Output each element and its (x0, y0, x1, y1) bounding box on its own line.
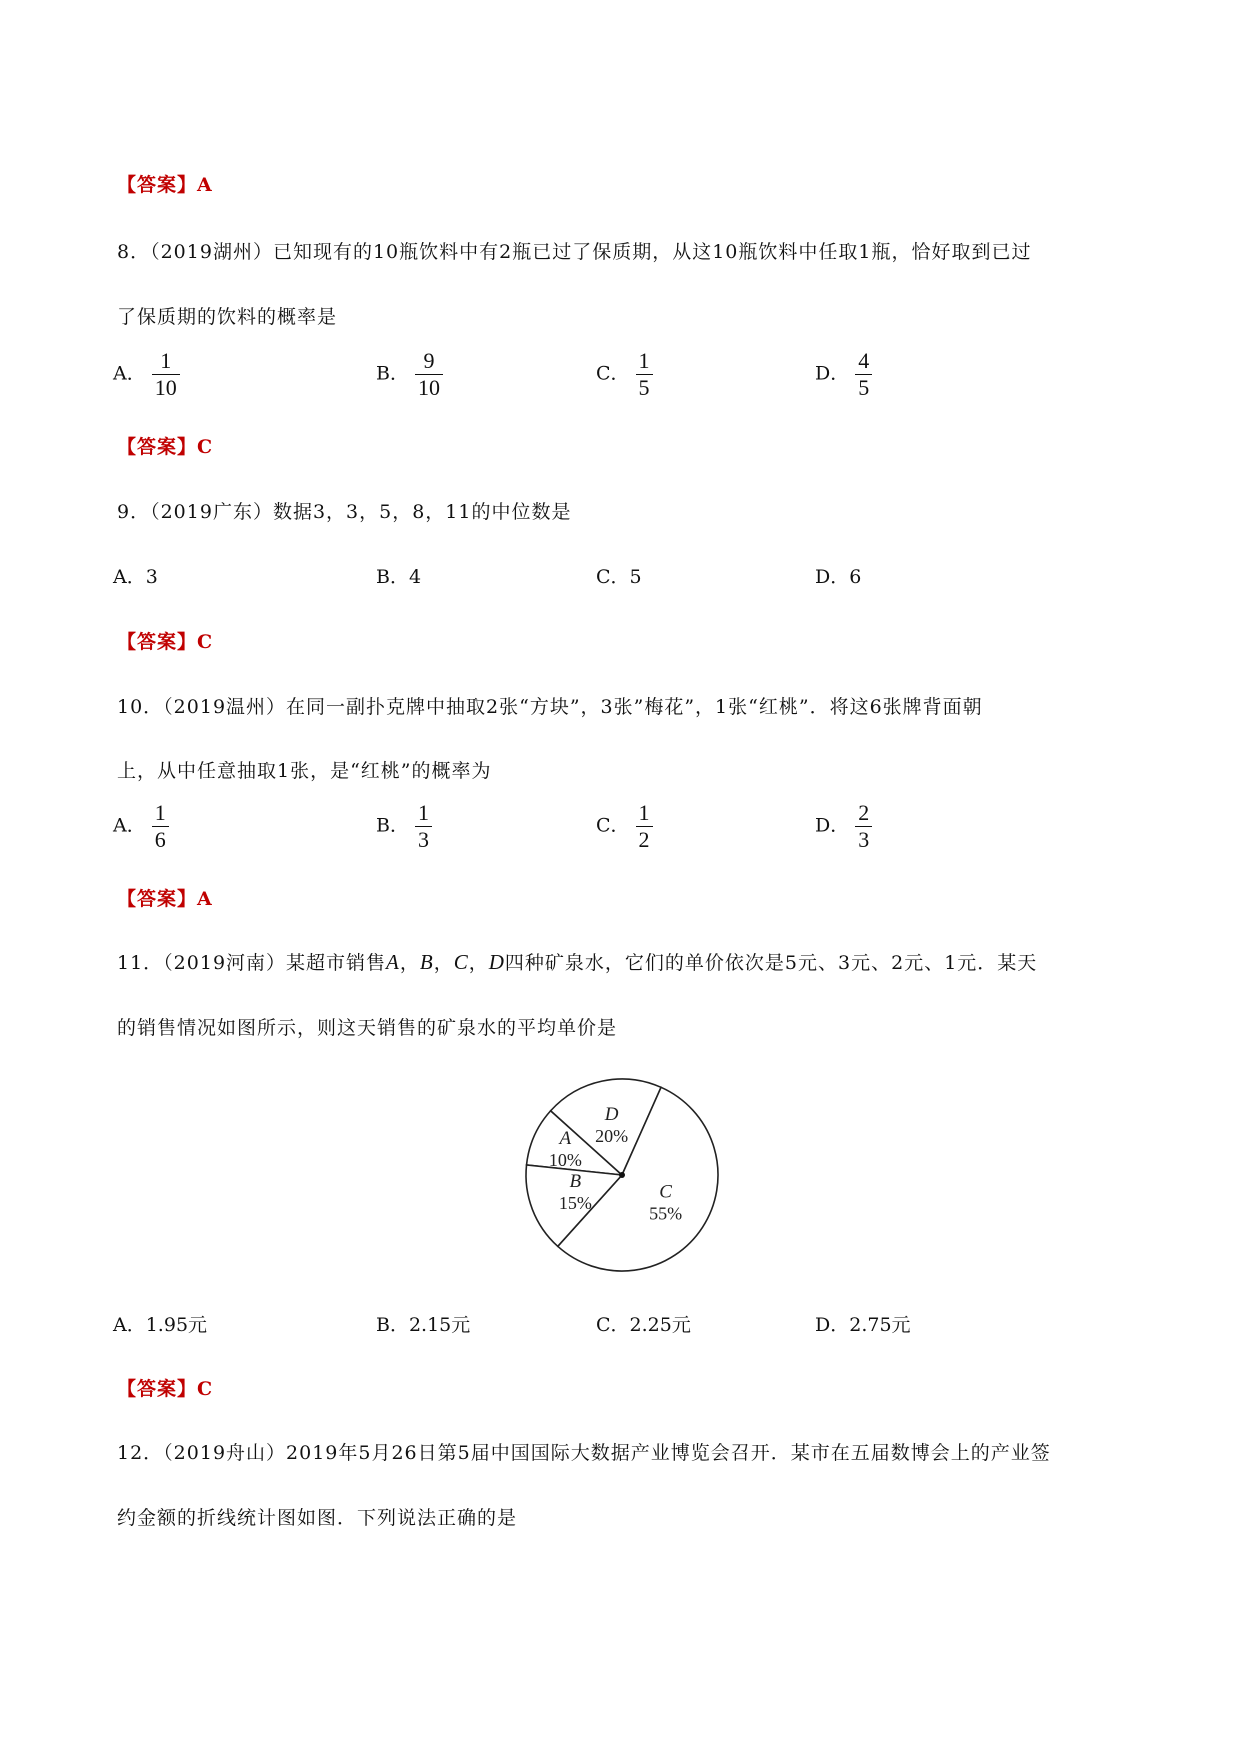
q10-stem-line1: 10．（2019温州）在同一副扑克牌中抽取2张“方块”，3张”梅花”，1张“红桃”．将这6张牌背面朝 (117, 696, 983, 718)
fraction: $\frac{2}{3}$ (855, 800, 872, 853)
q12-stem-line1: 12．（2019舟山）2019年5月26日第5届中国国际大数据产业博览会召开．某市在五届数博会上的产业签 (117, 1442, 1051, 1464)
answer-tag: 【答案】 (117, 174, 198, 196)
answer-tag: 【答案】 (117, 631, 198, 653)
q9-answer (117, 627, 213, 654)
q8-answer (117, 432, 213, 459)
q7-answer (117, 170, 213, 197)
q8-option-d: D． $\frac{4}{5}$ (815, 348, 872, 401)
q11-option-c: C．2.25元 (596, 1314, 691, 1336)
pie-label-c: C (659, 1181, 672, 1203)
q10-option-c: C． $\frac{1}{2}$ (596, 800, 653, 853)
pie-percent-c: 55% (649, 1203, 683, 1224)
q9-option-d: D．6 (815, 566, 862, 588)
pie-chart (522, 1075, 722, 1275)
q10-option-b: B． $\frac{1}{3}$ (376, 800, 432, 853)
q10-answer (117, 884, 213, 911)
answer-value: C (197, 436, 214, 458)
q9-option-c: C．5 (596, 566, 642, 588)
fraction: $\frac{1}{2}$ (636, 800, 653, 853)
pie-percent-a: 10% (548, 1149, 582, 1170)
q9-option-a: A．3 (113, 566, 158, 588)
q11-option-d: D．2.75元 (815, 1314, 911, 1336)
pie-center-dot (619, 1172, 625, 1178)
fraction: $\frac{1}{3}$ (415, 800, 432, 853)
q10-stem-line2: 上，从中任意抽取1张，是“红桃”的概率为 (117, 760, 492, 782)
q11-answer (117, 1374, 213, 1401)
q8-option-a: A． $\frac{1}{10}$ (113, 348, 180, 401)
fraction: $\frac{9}{10}$ (415, 348, 443, 401)
pie-percent-b: 15% (558, 1192, 592, 1213)
answer-tag: 【答案】 (117, 888, 198, 910)
q8-stem-line2: 了保质期的饮料的概率是 (117, 306, 338, 328)
q9-stem: 9．（2019广东）数据3，3，5，8，11的中位数是 (117, 501, 572, 523)
pie-slices (526, 1079, 718, 1271)
answer-value: C (197, 631, 214, 653)
q11-option-b: B．2.15元 (376, 1314, 471, 1336)
fraction: $\frac{4}{5}$ (855, 348, 872, 401)
q9-option-b: B．4 (376, 566, 422, 588)
q10-option-a: A． $\frac{1}{6}$ (113, 800, 169, 853)
pie-label-d: D (604, 1104, 619, 1126)
q8-stem-line1: 8．（2019湖州）已知现有的10瓶饮料中有2瓶已过了保质期，从这10瓶饮料中任取1瓶，恰好取到已过 (117, 241, 1032, 263)
pie-label-a: A (559, 1127, 572, 1149)
pie-label-b: B (569, 1170, 582, 1192)
q10-option-d: D． $\frac{2}{3}$ (815, 800, 872, 853)
q11-stem-line1: 11．（2019河南）某超市销售A，B，C，D四种矿泉水，它们的单价依次是5元、3元、2元、1元．某天 (117, 950, 1038, 974)
answer-tag: 【答案】 (117, 1378, 198, 1400)
pie-percent-d: 20% (595, 1126, 629, 1147)
fraction: $\frac{1}{5}$ (636, 348, 653, 401)
q11-option-a: A．1.95元 (113, 1314, 208, 1336)
answer-tag: 【答案】 (117, 436, 198, 458)
answer-value: C (197, 1378, 214, 1400)
answer-value: A (197, 174, 213, 196)
fraction: $\frac{1}{6}$ (152, 800, 169, 853)
q11-stem-line2: 的销售情况如图所示，则这天销售的矿泉水的平均单价是 (117, 1017, 618, 1039)
q12-stem-line2: 约金额的折线统计图如图．下列说法正确的是 (117, 1507, 518, 1529)
q8-option-b: B． $\frac{9}{10}$ (376, 348, 443, 401)
q8-option-c: C． $\frac{1}{5}$ (596, 348, 653, 401)
answer-value: A (197, 888, 213, 910)
fraction: $\frac{1}{10}$ (152, 348, 180, 401)
